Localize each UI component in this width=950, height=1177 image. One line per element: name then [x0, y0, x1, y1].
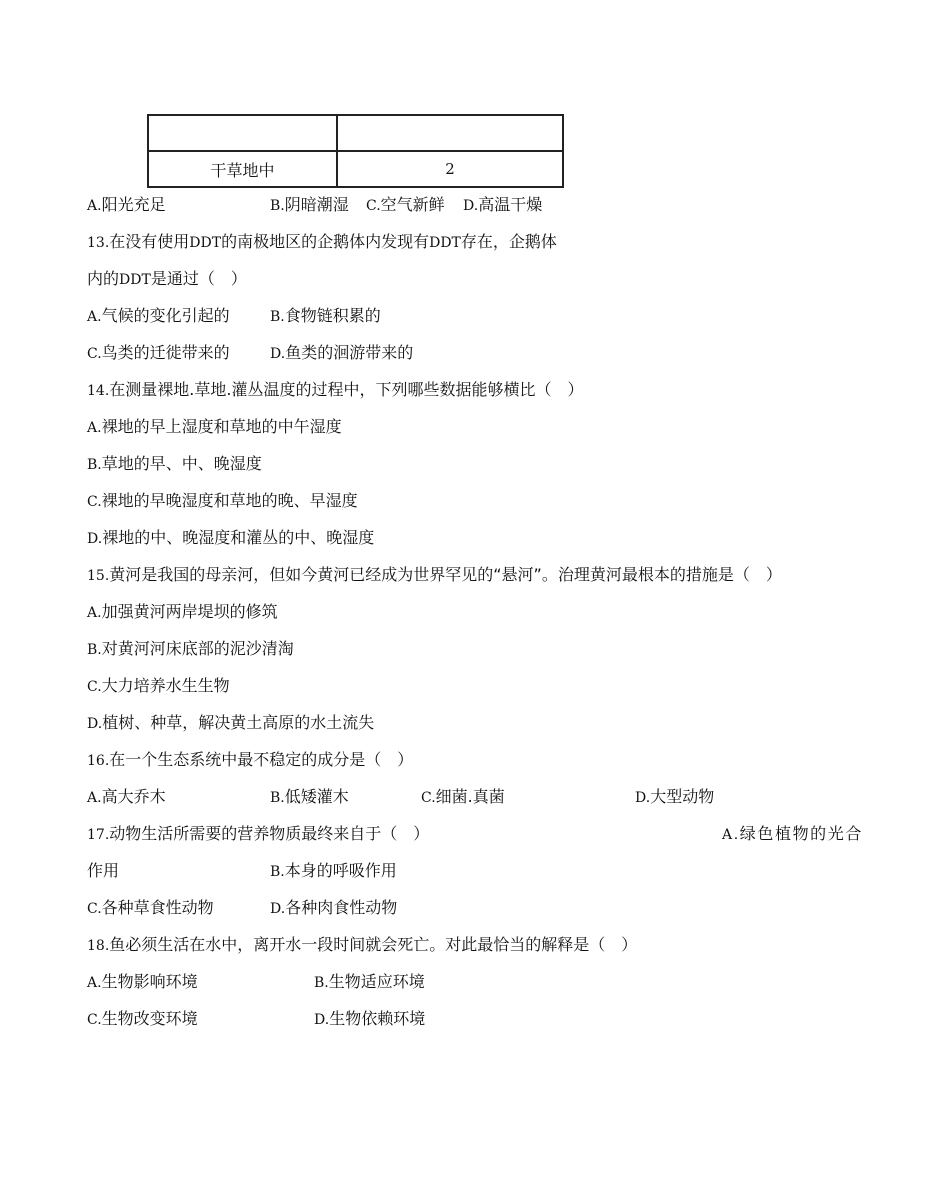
option-text: 裸地的早晚湿度和草地的晚、早湿度: [101, 491, 358, 510]
q14-stem: [87, 380, 583, 401]
option-label: D.: [87, 716, 103, 732]
option-label: C.: [366, 198, 381, 214]
table-cell: [337, 115, 563, 151]
option-text: 生物适应环境: [328, 972, 425, 991]
option-label: D.: [270, 346, 286, 362]
stem-text: DDT: [119, 272, 151, 288]
table-cell: [148, 115, 337, 151]
option-label: C.: [87, 494, 102, 510]
option-text: 气候的变化引起的: [101, 306, 230, 325]
option-text: 本身的呼吸作用: [284, 861, 397, 880]
option-text: 对黄河河床底部的泥沙清淘: [101, 639, 294, 658]
q18-option-c: [87, 1009, 198, 1030]
q15-option-b: [87, 639, 294, 660]
option-text: 植树、种草，解决黄土高原的水土流失: [102, 713, 375, 732]
data-table: [147, 114, 564, 188]
q18-stem: [87, 935, 637, 956]
option-text: 食物链积累的: [284, 306, 381, 325]
question-number: 17.: [87, 827, 110, 843]
option-label: A.: [87, 198, 102, 214]
q18-option-a: [87, 972, 198, 993]
q13-stem-line2: [87, 269, 247, 290]
option-text: 空气新鲜: [380, 195, 445, 214]
option-text: 低矮灌木: [284, 787, 349, 806]
option-label: A.: [87, 790, 102, 806]
q12-option-a: [87, 195, 166, 216]
option-label: D.: [635, 790, 651, 806]
option-text: 裸地的早上湿度和草地的中午湿度: [101, 417, 342, 436]
option-label: D.: [87, 531, 103, 547]
option-label: B.: [314, 975, 329, 991]
option-label: A.: [87, 420, 102, 436]
q16-option-b: [270, 787, 349, 808]
option-text: 鱼类的洄游带来的: [285, 343, 414, 362]
table-row: [148, 151, 563, 187]
q13-option-d: [270, 343, 413, 364]
option-text: 生物改变环境: [101, 1009, 198, 1028]
q17-option-b: [270, 861, 397, 882]
q14-option-b: [87, 454, 262, 475]
option-label: B.: [270, 790, 285, 806]
table-row: [148, 115, 563, 151]
q17-option-d: [270, 898, 397, 919]
q16-option-a: [87, 787, 166, 808]
option-text: 细菌.真菌: [435, 787, 505, 806]
q18-option-b: [314, 972, 425, 993]
question-number: 16.: [87, 753, 110, 769]
stem-text: 在一个生态系统中最不稳定的成分是（ ）: [109, 750, 414, 769]
option-label: D.: [314, 1012, 330, 1028]
q16-stem: [87, 750, 413, 771]
option-label: D.: [270, 901, 286, 917]
q15-stem: [87, 565, 782, 586]
option-label: B.: [87, 457, 102, 473]
question-number: 14.: [87, 383, 110, 399]
stem-text: 鱼必须生活在水中，离开水一段时间就会死亡。对此最恰当的解释是（ ）: [109, 935, 638, 954]
option-label: A.: [722, 827, 740, 843]
table-cell: 干草地中: [148, 151, 337, 187]
option-text: 高温干燥: [478, 195, 543, 214]
option-label: C.: [421, 790, 436, 806]
option-label: C.: [87, 901, 102, 917]
option-text: 大型动物: [650, 787, 715, 806]
option-text: 鸟类的迁徙带来的: [101, 343, 230, 362]
option-text: 各种草食性动物: [101, 898, 214, 917]
option-label: D.: [463, 198, 479, 214]
table-cell: 2: [337, 151, 563, 187]
option-text: 绿色植物的光合: [739, 824, 863, 843]
option-label: C.: [87, 679, 102, 695]
q15-option-a: [87, 602, 278, 623]
q17-stem: [87, 824, 429, 845]
q14-option-d: [87, 528, 374, 549]
option-label: A.: [87, 975, 102, 991]
option-text: 高大乔木: [101, 787, 166, 806]
option-label: B.: [270, 864, 285, 880]
stem-text: 在测量裸地.草地.灌丛温度的过程中，下列哪些数据能够横比（ ）: [109, 380, 584, 399]
q13-option-a: [87, 306, 230, 327]
question-number: 15.: [87, 568, 110, 584]
question-number: 18.: [87, 938, 110, 954]
option-text: 草地的早、中、晚湿度: [101, 454, 262, 473]
stem-text: DDT: [189, 235, 222, 251]
option-text: 生物依赖环境: [329, 1009, 426, 1028]
option-label: B.: [87, 642, 102, 658]
question-number: 13.: [87, 235, 110, 251]
option-text: 各种肉食性动物: [285, 898, 398, 917]
stem-text: 在没有使用: [109, 232, 190, 251]
q15-option-c: [87, 676, 230, 697]
option-text: 作用: [87, 861, 120, 880]
option-label: A.: [87, 605, 102, 621]
stem-text: 存在，企鹅体: [460, 232, 557, 251]
option-text: 阳光充足: [101, 195, 166, 214]
q12-option-b: [270, 195, 349, 216]
stem-text: 的南极地区的企鹅体内发现有: [221, 232, 430, 251]
option-text: 裸地的中、晚湿度和灌丛的中、晚湿度: [102, 528, 375, 547]
option-text: 生物影响环境: [101, 972, 198, 991]
q15-option-d: [87, 713, 374, 734]
q17-option-c: [87, 898, 214, 919]
q13-option-b: [270, 306, 381, 327]
q16-option-c: [421, 787, 505, 808]
option-text: 加强黄河两岸堤坝的修筑: [101, 602, 278, 621]
option-label: A.: [87, 309, 102, 325]
stem-text: 是通过（ ）: [150, 269, 247, 288]
q17-option-a-wrap: [87, 861, 119, 881]
q14-option-a: [87, 417, 342, 438]
option-text: 阴暗潮湿: [284, 195, 349, 214]
q13-stem-line1: [87, 232, 557, 253]
q12-option-c: [366, 195, 445, 216]
option-label: B.: [270, 309, 285, 325]
stem-text: 动物生活所需要的营养物质最终来自于（ ）: [109, 824, 430, 843]
option-text: 大力培养水生生物: [101, 676, 230, 695]
option-label: B.: [270, 198, 285, 214]
stem-text: 内的: [87, 269, 120, 288]
q18-option-d: [314, 1009, 425, 1030]
q13-option-c: [87, 343, 230, 364]
q16-option-d: [635, 787, 714, 808]
option-label: C.: [87, 1012, 102, 1028]
stem-text: DDT: [429, 235, 461, 251]
q14-option-c: [87, 491, 358, 512]
q17-option-a: [722, 824, 863, 845]
stem-text: 黄河是我国的母亲河，但如今黄河已经成为世界罕见的“悬河”。治理黄河最根本的措施是（ ）: [109, 565, 782, 584]
option-label: C.: [87, 346, 102, 362]
q12-option-d: [463, 195, 542, 216]
